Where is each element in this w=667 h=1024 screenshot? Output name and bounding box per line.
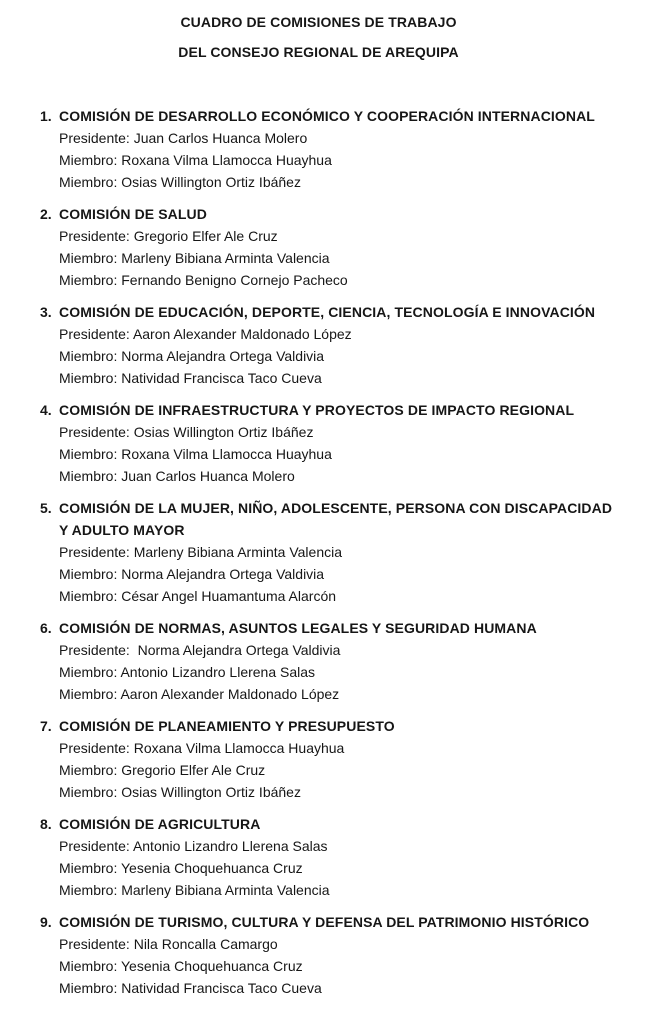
- commission-member-line: Miembro: César Angel Huamantuma Alarcón: [59, 588, 337, 604]
- document-header: [40, 13, 597, 61]
- commission-member-line: Presidente: Aaron Alexander Maldonado López: [59, 326, 352, 342]
- commission-item: [40, 105, 667, 193]
- commission-member-line: Miembro: Natividad Francisca Taco Cueva: [59, 370, 322, 386]
- commission-title: COMISIÓN DE AGRICULTURA: [59, 816, 261, 832]
- commission-members: [59, 737, 624, 803]
- commission-member-line: Miembro: Fernando Benigno Cornejo Pacheco: [59, 272, 348, 288]
- commission-member-line: Miembro: Marleny Bibiana Arminta Valencia: [59, 250, 330, 266]
- commission-members: [59, 127, 624, 193]
- commission-member-line: Miembro: Marleny Bibiana Arminta Valencia: [59, 882, 330, 898]
- commission-member-line: Miembro: Gregorio Elfer Ale Cruz: [59, 762, 266, 778]
- commission-body: [59, 399, 624, 487]
- commission-title: COMISIÓN DE LA MUJER, NIÑO, ADOLESCENTE, PERSONA CON DISCAPACIDAD Y ADULTO MAYOR: [59, 500, 613, 538]
- commission-body: [59, 715, 624, 803]
- commission-members: [59, 323, 624, 389]
- document-title-line2: DEL CONSEJO REGIONAL DE AREQUIPA: [178, 44, 459, 60]
- commission-title: COMISIÓN DE PLANEAMIENTO Y PRESUPUESTO: [59, 718, 395, 734]
- commission-body: [59, 203, 624, 291]
- commission-member-line: Miembro: Norma Alejandra Ortega Valdivia: [59, 348, 325, 364]
- commission-list: [40, 105, 667, 999]
- commission-item: [40, 399, 667, 487]
- commission-number: 1.: [40, 108, 52, 124]
- commission-body: [59, 301, 624, 389]
- commission-title: COMISIÓN DE INFRAESTRUCTURA Y PROYECTOS DE IMPACTO REGIONAL: [59, 402, 575, 418]
- commission-number: 3.: [40, 304, 52, 320]
- commission-body: [59, 105, 624, 193]
- commission-member-line: Miembro: Natividad Francisca Taco Cueva: [59, 980, 322, 996]
- commission-member-line: Miembro: Yesenia Choquehuanca Cruz: [59, 958, 303, 974]
- commission-members: [59, 541, 624, 607]
- commission-title: COMISIÓN DE DESARROLLO ECONÓMICO Y COOPERACIÓN INTERNACIONAL: [59, 108, 595, 124]
- commission-members: [59, 639, 624, 705]
- commission-number: 5.: [40, 500, 52, 516]
- commission-number: 8.: [40, 816, 52, 832]
- commission-member-line: Miembro: Osias Willington Ortiz Ibáñez: [59, 174, 301, 190]
- commission-body: [59, 813, 624, 901]
- commission-number: 9.: [40, 914, 52, 930]
- commission-member-line: Presidente: Juan Carlos Huanca Molero: [59, 130, 308, 146]
- commission-member-line: Miembro: Norma Alejandra Ortega Valdivia: [59, 566, 325, 582]
- commission-member-line: Miembro: Yesenia Choquehuanca Cruz: [59, 860, 303, 876]
- commission-member-line: Presidente: Antonio Lizandro Llerena Salas: [59, 838, 328, 854]
- commission-body: [59, 497, 624, 607]
- commission-number: 6.: [40, 620, 52, 636]
- commission-members: [59, 835, 624, 901]
- commission-item: [40, 911, 667, 999]
- commission-member-line: Miembro: Aaron Alexander Maldonado López: [59, 686, 340, 702]
- commission-item: [40, 203, 667, 291]
- commission-members: [59, 933, 624, 999]
- commission-number: 4.: [40, 402, 52, 418]
- commission-member-line: Miembro: Antonio Lizandro Llerena Salas: [59, 664, 316, 680]
- commission-member-line: Presidente: Marleny Bibiana Arminta Valencia: [59, 544, 343, 560]
- commission-members: [59, 225, 624, 291]
- commission-member-line: Miembro: Juan Carlos Huanca Molero: [59, 468, 295, 484]
- commission-item: [40, 617, 667, 705]
- commission-body: [59, 617, 624, 705]
- document-title-line1: CUADRO DE COMISIONES DE TRABAJO: [180, 14, 457, 30]
- commission-item: [40, 715, 667, 803]
- commission-title: COMISIÓN DE TURISMO, CULTURA Y DEFENSA DEL PATRIMONIO HISTÓRICO: [59, 914, 590, 930]
- commission-member-line: Miembro: Roxana Vilma Llamocca Huayhua: [59, 152, 332, 168]
- commission-title: COMISIÓN DE NORMAS, ASUNTOS LEGALES Y SEGURIDAD HUMANA: [59, 620, 537, 636]
- commission-member-line: Presidente: Roxana Vilma Llamocca Huayhua: [59, 740, 345, 756]
- commission-member-line: Presidente: Gregorio Elfer Ale Cruz: [59, 228, 278, 244]
- commission-member-line: Presidente: Nila Roncalla Camargo: [59, 936, 278, 952]
- commission-item: [40, 497, 667, 607]
- commission-number: 2.: [40, 206, 52, 222]
- commission-body: [59, 911, 624, 999]
- commission-member-line: Miembro: Roxana Vilma Llamocca Huayhua: [59, 446, 332, 462]
- commission-title: COMISIÓN DE EDUCACIÓN, DEPORTE, CIENCIA, TECNOLOGÍA E INNOVACIÓN: [59, 304, 596, 320]
- commission-member-line: Presidente: Osias Willington Ortiz Ibáñez: [59, 424, 314, 440]
- commission-title: COMISIÓN DE SALUD: [59, 206, 207, 222]
- commission-members: [59, 421, 624, 487]
- commission-member-line: Presidente: Norma Alejandra Ortega Valdivia: [59, 642, 341, 658]
- commission-member-line: Miembro: Osias Willington Ortiz Ibáñez: [59, 784, 301, 800]
- commission-item: [40, 813, 667, 901]
- commission-item: [40, 301, 667, 389]
- commission-number: 7.: [40, 718, 52, 734]
